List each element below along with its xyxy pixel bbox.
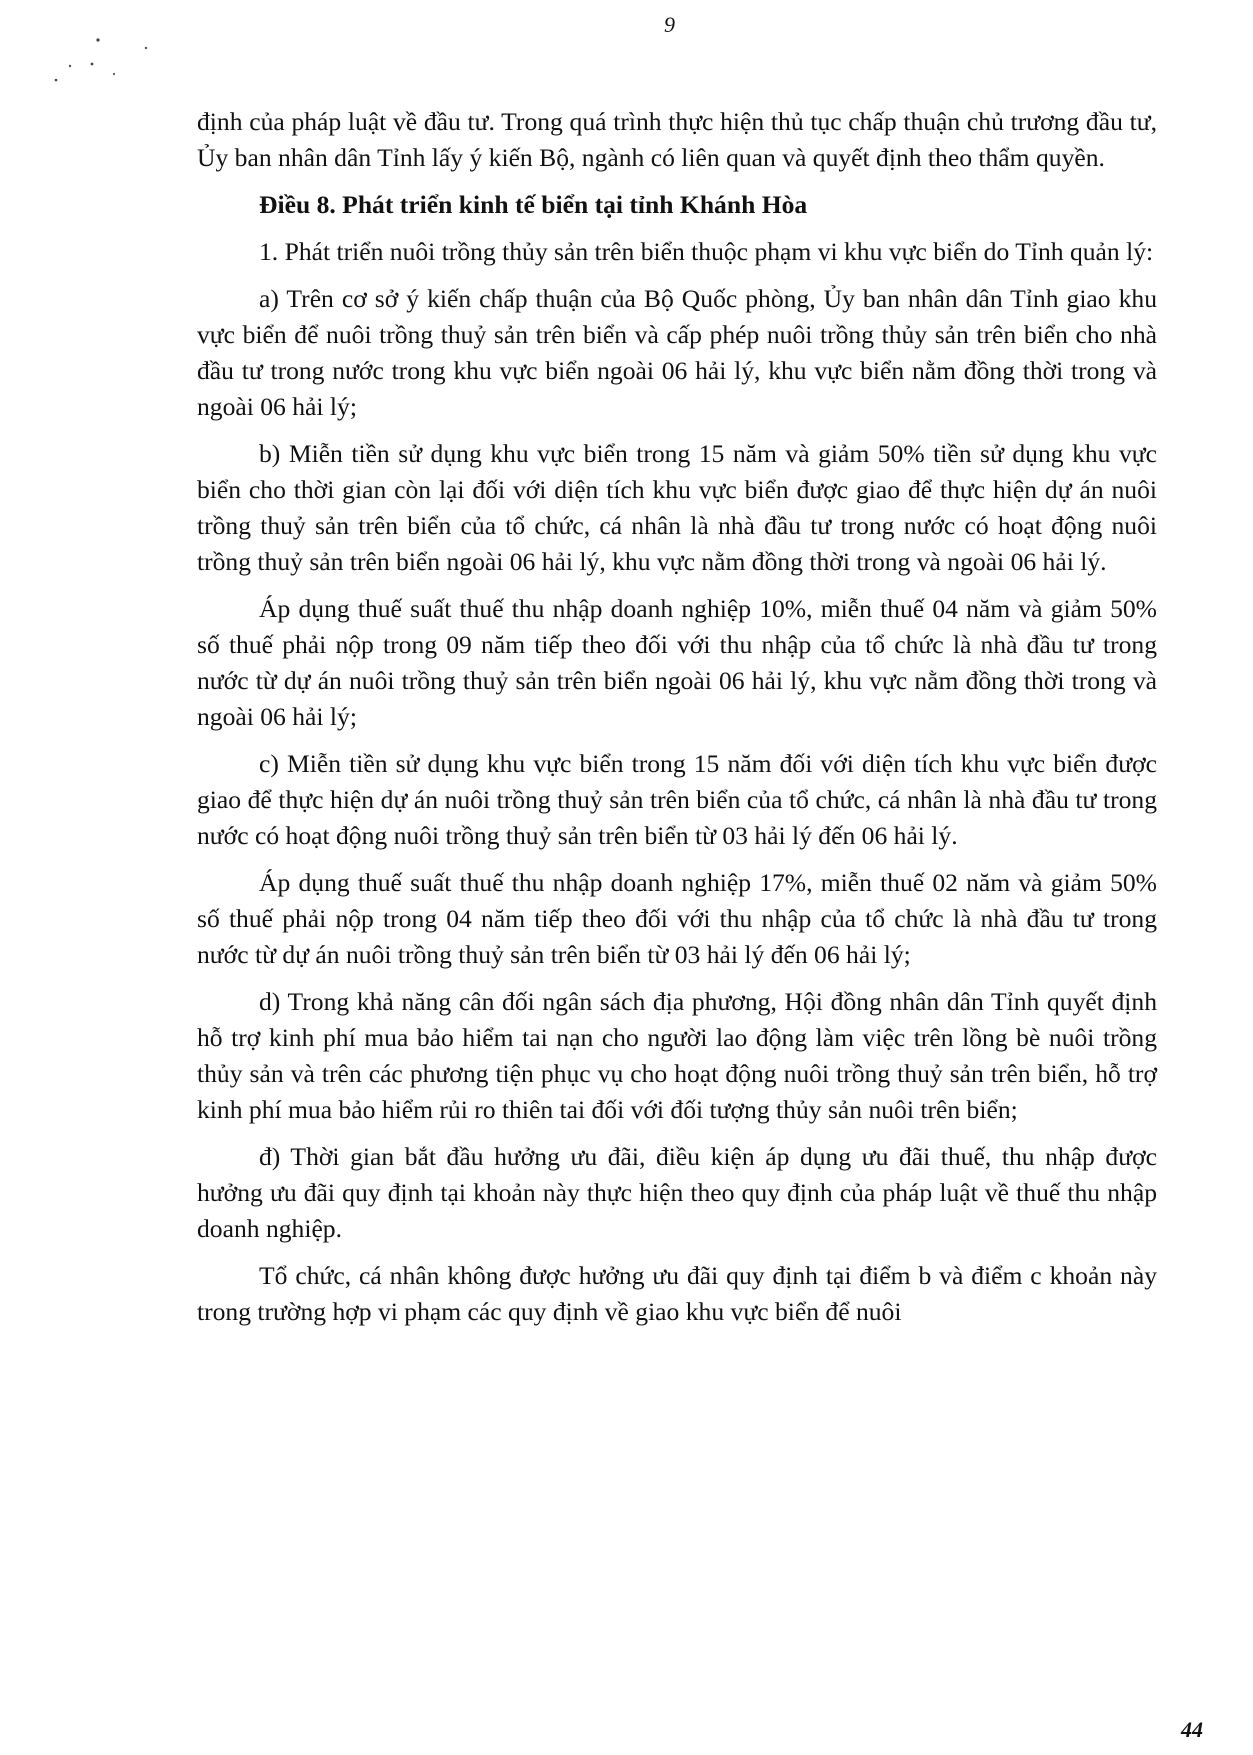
- page-number: 9: [664, 12, 675, 37]
- point-c-tax: Áp dụng thuế suất thuế thu nhập doanh nghiệp 17%, miễn thuế 02 năm và giảm 50% số thuế phải nộp trong 04 năm tiếp theo đối với thu nhập của tổ chức là nhà đầu tư trong nước từ dự án nuôi trồng thuỷ sản trên biển từ 03 hải lý đến 06 hải lý;: [197, 868, 1157, 969]
- clause-1: 1. Phát triển nuôi trồng thủy sản trên biển thuộc phạm vi khu vực biển do Tỉnh quản lý:: [259, 237, 1154, 266]
- point-dd: đ) Thời gian bắt đầu hưởng ưu đãi, điều kiện áp dụng ưu đãi thuế, thu nhập được hưởng ưu đãi quy định tại khoản này thực hiện theo quy định của pháp luật về thuế thu nhập doanh nghiệp.: [197, 1142, 1157, 1243]
- exclusion-paragraph: Tổ chức, cá nhân không được hưởng ưu đãi quy định tại điểm b và điểm c khoản này trong trường hợp vi phạm các quy định về giao khu vực biển để nuôi: [197, 1261, 1157, 1326]
- scan-specks: [36, 34, 176, 94]
- continuation-paragraph: định của pháp luật về đầu tư. Trong quá trình thực hiện thủ tục chấp thuận chủ trương đầu tư, Ủy ban nhân dân Tỉnh lấy ý kiến Bộ, ngành có liên quan và quyết định theo thẩm quyền.: [197, 107, 1157, 172]
- point-b-tax: Áp dụng thuế suất thuế thu nhập doanh nghiệp 10%, miễn thuế 04 năm và giảm 50% số thuế phải nộp trong 09 năm tiếp theo đối với thu nhập của tổ chức là nhà đầu tư trong nước từ dự án nuôi trồng thuỷ sản trên biển ngoài 06 hải lý, khu vực nằm đồng thời trong và ngoài 06 hải lý;: [197, 594, 1157, 731]
- document-body: [197, 104, 1157, 1341]
- point-d: d) Trong khả năng cân đối ngân sách địa phương, Hội đồng nhân dân Tỉnh quyết định hỗ trợ kinh phí mua bảo hiểm tai nạn cho người lao động làm việc trên lồng bè nuôi trồng thủy sản và trên các phương tiện phục vụ cho hoạt động nuôi trồng thuỷ sản trên biển, hỗ trợ kinh phí mua bảo hiểm rủi ro thiên tai đối với đối tượng thủy sản nuôi trên biển;: [197, 987, 1157, 1124]
- article-8-title: Điều 8. Phát triển kinh tế biển tại tỉnh Khánh Hòa: [259, 190, 808, 219]
- point-a: a) Trên cơ sở ý kiến chấp thuận của Bộ Quốc phòng, Ủy ban nhân dân Tỉnh giao khu vực biển để nuôi trồng thuỷ sản trên biển và cấp phép nuôi trồng thủy sản trên biển cho nhà đầu tư trong nước trong khu vực biển ngoài 06 hải lý, khu vực biển nằm đồng thời trong và ngoài 06 hải lý;: [197, 284, 1157, 421]
- point-c: c) Miễn tiền sử dụng khu vực biển trong 15 năm đối với diện tích khu vực biển được giao để thực hiện dự án nuôi trồng thuỷ sản trên biển của tổ chức, cá nhân là nhà đầu tư trong nước có hoạt động nuôi trồng thuỷ sản trên biển từ 03 hải lý đến 06 hải lý.: [197, 749, 1157, 850]
- corner-mark: 44: [1181, 1717, 1203, 1742]
- point-b: b) Miễn tiền sử dụng khu vực biển trong 15 năm và giảm 50% tiền sử dụng khu vực biển cho thời gian còn lại đối với diện tích khu vực biển được giao để thực hiện dự án nuôi trồng thuỷ sản trên biển của tổ chức, cá nhân là nhà đầu tư trong nước có hoạt động nuôi trồng thuỷ sản trên biển ngoài 06 hải lý, khu vực nằm đồng thời trong và ngoài 06 hải lý.: [197, 439, 1157, 576]
